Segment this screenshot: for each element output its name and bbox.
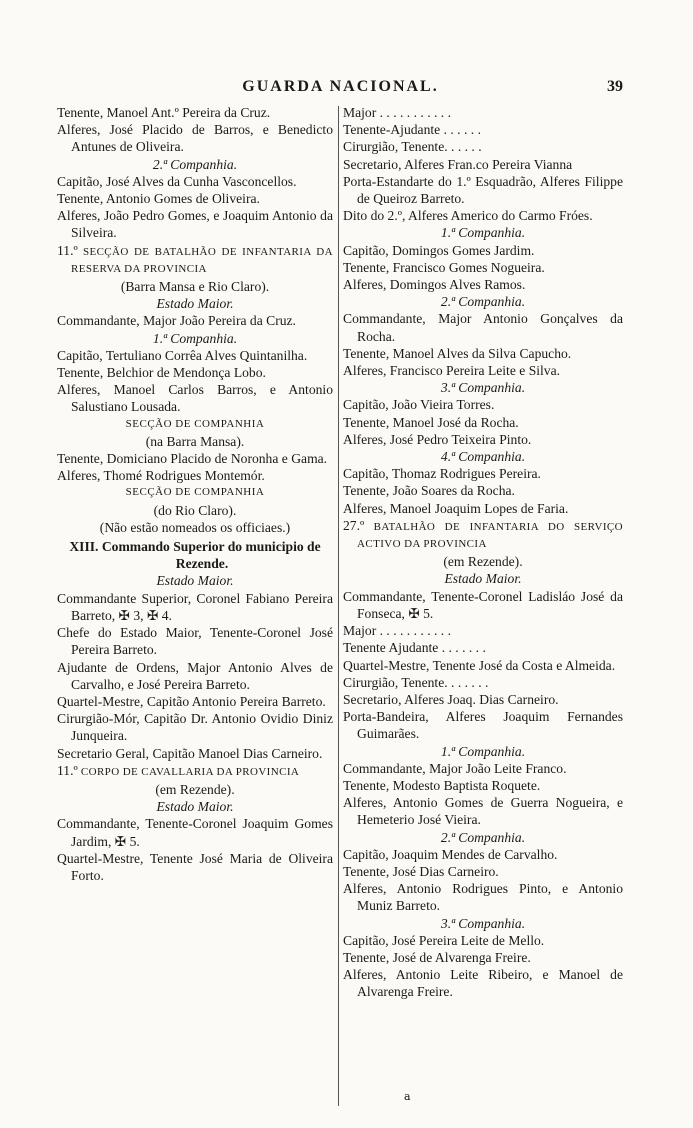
entry: Tenente, Manoel Ant.º Pereira da Cruz. xyxy=(57,105,271,120)
entry: Alferes, Francisco Pereira Leite e Silva. xyxy=(343,363,561,379)
entry: Tenente, Domiciano Placido de Noronha e Gama. xyxy=(57,451,328,467)
entry: Porta-Estandarte do 1.º Esquadrão, Alferes Filippe de Queiroz Barreto. xyxy=(343,173,623,207)
unit-heading xyxy=(57,762,333,781)
company-heading: 3.ª Companhia. xyxy=(440,915,526,931)
staff-heading: Estado Maior. xyxy=(156,799,234,815)
entry: Tenente, Manoel Alves da Silva Capucho. xyxy=(343,345,572,361)
unit-number: 11.º xyxy=(57,242,78,258)
entry: Alferes, José Placido de Barros, e Benedicto Antunes de Oliveira. xyxy=(57,122,333,155)
entry: Tenente, José Dias Carneiro. xyxy=(343,863,499,879)
entry: Cirurgião, Tenente. . . . . . xyxy=(343,139,482,155)
entry: Porta-Bandeira, Alferes Joaquim Fernandes Guimarães. xyxy=(343,709,623,742)
entry: Dito do 2.º, Alferes Americo do Carmo Fróes. xyxy=(343,208,593,224)
entry: Capitão, João Vieira Torres. xyxy=(343,397,495,413)
company-heading: 3.ª Companhia. xyxy=(440,380,526,396)
entry: Alferes, José Pedro Teixeira Pinto. xyxy=(343,431,532,447)
running-header xyxy=(58,78,623,102)
left-column xyxy=(57,104,333,884)
company-heading: 1.ª Companhia. xyxy=(152,330,238,346)
unit-location: (em Rezende). xyxy=(155,781,235,797)
command-heading: XIII. Commando Superior do municipio de Rezende. xyxy=(69,539,321,572)
unit-location: (Barra Mansa e Rio Claro). xyxy=(120,279,270,295)
entry: Capitão, Domingos Gomes Jardim. xyxy=(343,242,535,258)
signature-mark: a xyxy=(404,1090,411,1103)
note: (Não estão nomeados os officiaes.) xyxy=(99,519,291,535)
unit-title: SECÇÃO DE BATALHÃO DE INFANTARIA DA RESERVA DA PROVINCIA xyxy=(71,245,333,275)
entry: Major . . . . . . . . . . . xyxy=(343,105,451,120)
entry: Quartel-Mestre, Capitão Antonio Pereira Barreto. xyxy=(57,693,326,709)
entry: Tenente, Francisco Gomes Nogueira. xyxy=(343,259,545,275)
entry: Alferes, Antonio Gomes de Guerra Nogueira, e Hemeterio José Vieira. xyxy=(343,795,623,828)
entry: Alferes, Thomé Rodrigues Montemór. xyxy=(57,468,265,484)
company-heading: 4.ª Companhia. xyxy=(440,449,526,465)
entry: Commandante, Major João Leite Franco. xyxy=(343,760,567,776)
section-location: (do Rio Claro). xyxy=(153,502,237,518)
unit-title: BATALHÃO DE INFANTARIA DO SERVIÇO ACTIVO DA PROVINCIA xyxy=(357,520,623,551)
entry: Capitão, Joaquim Mendes de Carvalho. xyxy=(343,846,558,862)
unit-title: CORPO DE CAVALLARIA DA PROVINCIA xyxy=(80,765,300,778)
entry: Tenente, Modesto Baptista Roquete. xyxy=(343,777,541,793)
entry: Tenente-Ajudante . . . . . . xyxy=(343,122,481,138)
entry: Tenente, Antonio Gomes de Oliveira. xyxy=(57,191,260,207)
unit-number: 27.º xyxy=(343,517,365,533)
entry: Ajudante de Ordens, Major Antonio Alves de Carvalho, e José Pereira Barreto. xyxy=(57,659,333,692)
entry: Secretario Geral, Capitão Manoel Dias Carneiro. xyxy=(57,745,323,761)
entry: Secretario, Alferes Fran.co Pereira Vianna xyxy=(343,156,573,172)
entry: Alferes, Antonio Leite Ribeiro, e Manoel de Alvarenga Freire. xyxy=(343,967,623,1000)
company-heading: 2.ª Companhia. xyxy=(440,294,526,310)
entry: Capitão, Tertuliano Corrêa Alves Quintanilha. xyxy=(57,347,308,363)
entry: Tenente, João Soares da Rocha. xyxy=(343,483,515,499)
entry: Commandante, Major João Pereira da Cruz. xyxy=(57,313,296,329)
entry: Capitão, José Alves da Cunha Vasconcellos. xyxy=(57,173,297,189)
staff-heading: Estado Maior. xyxy=(444,571,522,587)
staff-heading: Estado Maior. xyxy=(156,296,234,312)
company-heading: 1.ª Companhia. xyxy=(440,743,526,759)
entry: Quartel-Mestre, Tenente José da Costa e Almeida. xyxy=(343,657,616,673)
unit-location: (em Rezende). xyxy=(443,554,523,570)
page-number: 39 xyxy=(607,78,623,95)
column-divider xyxy=(338,106,339,1106)
entry: Alferes, Domingos Alves Ramos. xyxy=(343,277,526,293)
entry: Capitão, José Pereira Leite de Mello. xyxy=(343,932,545,948)
entry: Commandante, Tenente-Coronel Ladisláo José da Fonseca, ✠ 5. xyxy=(343,588,623,621)
entry: Tenente Ajudante . . . . . . . xyxy=(343,640,486,656)
right-column xyxy=(343,104,623,1001)
entry: Alferes, João Pedro Gomes, e Joaquim Antonio da Silveira. xyxy=(57,208,333,241)
section-heading: SECÇÃO DE COMPANHIA xyxy=(125,417,265,430)
company-heading: 2.ª Companhia. xyxy=(440,829,526,845)
entry: Quartel-Mestre, Tenente José Maria de Oliveira Forto. xyxy=(57,850,333,883)
entry: Alferes, Manoel Carlos Barros, e Antonio Salustiano Lousada. xyxy=(57,382,333,415)
unit-number: 11.º xyxy=(57,762,78,778)
company-heading: 2.ª Companhia. xyxy=(152,156,238,172)
entry: Tenente, José de Alvarenga Freire. xyxy=(343,949,531,965)
entry: Secretario, Alferes Joaq. Dias Carneiro. xyxy=(343,691,559,707)
entry: Alferes, Manoel Joaquim Lopes de Faria. xyxy=(343,500,569,516)
entry: Capitão, Thomaz Rodrigues Pereira. xyxy=(343,466,541,482)
section-location: (na Barra Mansa). xyxy=(145,433,245,449)
entry: Commandante, Major Antonio Gonçalves da Rocha. xyxy=(343,311,623,344)
entry: Tenente, Belchior de Mendonça Lobo. xyxy=(57,365,266,381)
company-heading: 1.ª Companhia. xyxy=(440,225,526,241)
page-title: GUARDA NACIONAL. xyxy=(242,78,439,95)
staff-heading: Estado Maior. xyxy=(156,573,234,589)
section-heading: SECÇÃO DE COMPANHIA xyxy=(125,486,265,499)
entry: Commandante Superior, Coronel Fabiano Pereira Barreto, ✠ 3, ✠ 4. xyxy=(57,590,333,623)
entry: Major . . . . . . . . . . . xyxy=(343,623,451,639)
entry: Commandante, Tenente-Coronel Joaquim Gomes Jardim, ✠ 5. xyxy=(57,816,333,849)
entry: Tenente, Manoel José da Rocha. xyxy=(343,414,519,430)
entry: Alferes, Antonio Rodrigues Pinto, e Antonio Muniz Barreto. xyxy=(343,881,623,914)
entry: Chefe do Estado Maior, Tenente-Coronel José Pereira Barreto. xyxy=(57,625,333,658)
unit-heading xyxy=(57,242,333,278)
unit-heading xyxy=(343,517,623,553)
entry: Cirurgião, Tenente. . . . . . . xyxy=(343,674,489,690)
entry: Cirurgião-Mór, Capitão Dr. Antonio Ovidio Diniz Junqueira. xyxy=(57,711,333,744)
